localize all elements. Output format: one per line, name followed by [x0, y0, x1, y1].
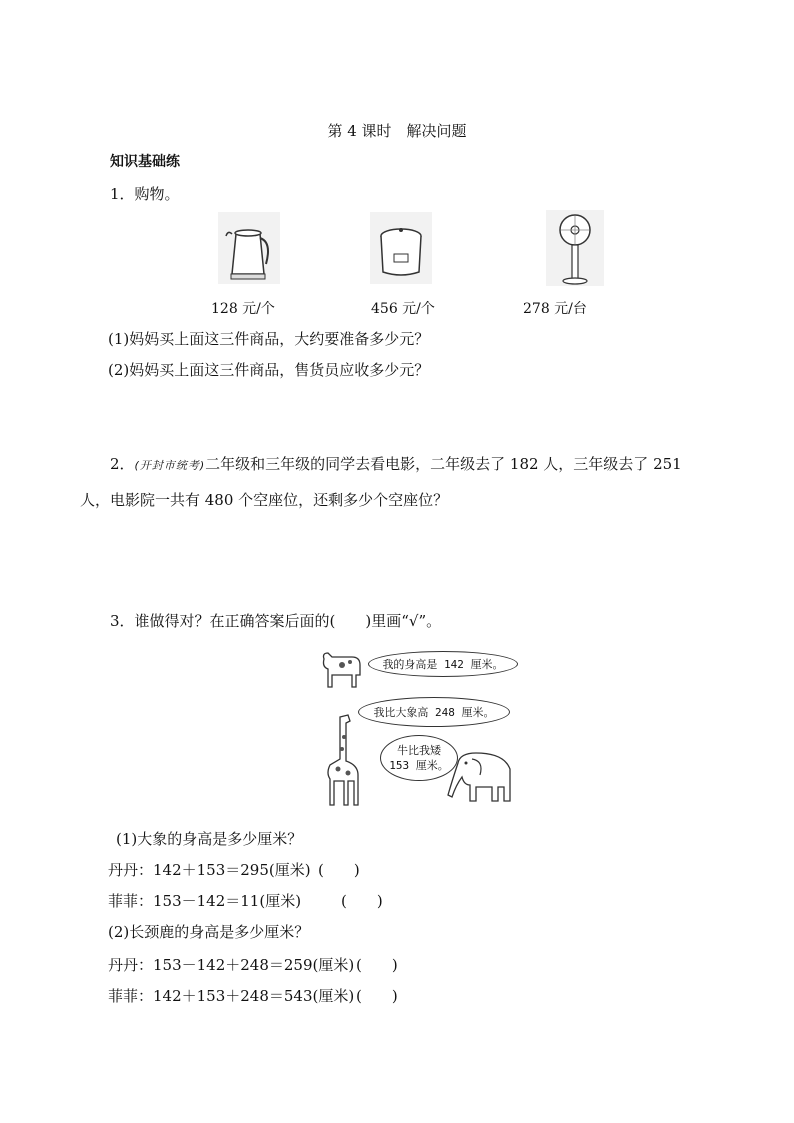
elephant-speech-line-1: 牛比我矮: [397, 744, 441, 757]
question-3-sub-1-answer-a: 丹丹：142＋153＝295(厘米): [108, 861, 311, 879]
electric-kettle-icon: [218, 212, 280, 284]
question-1-text: 1．购物。: [110, 185, 180, 203]
question-2-number: 2．: [110, 455, 135, 473]
question-3-sub-1: (1)大象的身高是多少厘米？: [116, 830, 303, 848]
rice-cooker-price: 456 元/个: [371, 301, 435, 317]
answer-box[interactable]: ( ): [356, 987, 398, 1005]
question-3-sub-2-answer-b: 菲菲：142＋153＋248＝543(厘米): [108, 987, 355, 1005]
kettle-image: [218, 212, 280, 284]
question-3-sub-2: (2)长颈鹿的身高是多少厘米？: [108, 923, 310, 941]
page-title: 第 4 课时 解决问题: [327, 122, 467, 140]
kettle-price: 128 元/个: [211, 301, 275, 317]
question-2-line-1: [110, 453, 682, 474]
rice-cooker-image: [370, 212, 432, 284]
question-3-sub-1-answer-b: 菲菲：153－142＝11(厘米): [108, 892, 302, 910]
question-1-sub-2: (2)妈妈买上面这三件商品，售货员应收多少元？: [108, 361, 430, 379]
cow-icon: [318, 647, 364, 689]
question-2-line-2: 人，电影院一共有 480 个空座位，还剩多少个空座位？: [80, 491, 449, 509]
animals-illustration: [318, 645, 523, 807]
question-2-text: 二年级和三年级的同学去看电影，二年级去了 182 人，三年级去了 251: [205, 455, 682, 473]
giraffe-speech-bubble: 我比大象高 248 厘米。: [358, 697, 510, 727]
section-heading: 知识基础练: [110, 154, 180, 170]
question-3-sub-2-answer-a: 丹丹：153－142＋248＝259(厘米): [108, 956, 355, 974]
answer-box[interactable]: ( ): [341, 892, 383, 910]
electric-fan-icon: [546, 210, 604, 286]
question-2-source: (开封市统考): [134, 459, 206, 472]
fan-price: 278 元/台: [523, 301, 587, 317]
elephant-speech-bubble: [380, 735, 458, 781]
giraffe-icon: [318, 713, 366, 807]
answer-box[interactable]: ( ): [356, 956, 398, 974]
question-1-sub-1: (1)妈妈买上面这三件商品，大约要准备多少元？: [108, 330, 430, 348]
cow-speech-bubble: 我的身高是 142 厘米。: [368, 651, 518, 677]
elephant-speech-line-2: 153 厘米。: [389, 759, 449, 772]
rice-cooker-icon: [370, 212, 432, 284]
question-3-text: 3．谁做得对？在正确答案后面的( )里画“√”。: [110, 612, 442, 630]
fan-image: [546, 210, 604, 286]
answer-box[interactable]: ( ): [318, 861, 360, 879]
